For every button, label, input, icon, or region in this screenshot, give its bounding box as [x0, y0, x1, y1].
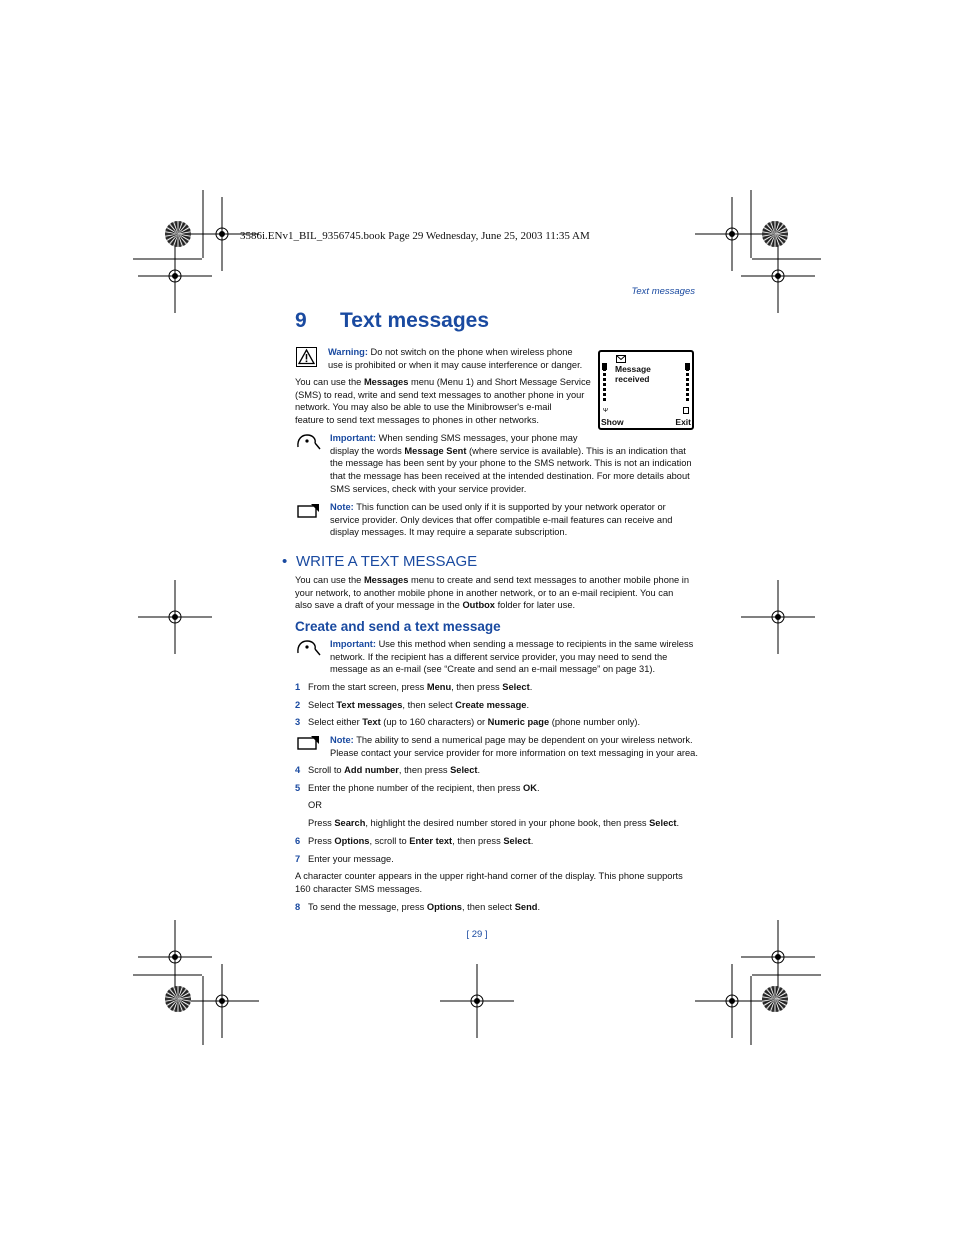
registration-target	[776, 274, 781, 279]
important-icon	[296, 639, 322, 657]
registration-target	[730, 232, 735, 237]
key-name: Options	[426, 902, 462, 912]
text-run: also save a draft of your message in the	[295, 600, 463, 611]
text-run: folder for later use.	[494, 600, 576, 611]
phone-screen-illustration	[598, 350, 694, 430]
step-1	[295, 681, 532, 694]
text-run: , then select	[402, 700, 456, 710]
step-5-alternative	[308, 817, 679, 830]
note-icon	[297, 735, 321, 751]
registration-target	[220, 232, 225, 237]
text-line: 160 character SMS messages.	[295, 883, 423, 894]
menu-name: Messages	[363, 377, 409, 387]
note-label: Note:	[330, 735, 354, 745]
registration-sunburst	[762, 986, 788, 1012]
note-icon	[297, 503, 321, 519]
menu-name: Numeric page	[487, 717, 550, 727]
section-heading	[282, 553, 477, 570]
warning-label: Warning:	[328, 347, 368, 357]
step-7	[295, 853, 394, 866]
registration-sunburst	[762, 221, 788, 247]
note-label: Note:	[330, 502, 354, 512]
important-label: Important:	[330, 433, 376, 443]
text-line: your network, to another mobile phone in another network, or to an e-mail recipient. You can	[295, 587, 674, 598]
important-note-2	[330, 638, 700, 676]
step-8	[295, 901, 540, 914]
note-2	[330, 734, 705, 759]
text-run: .	[530, 836, 534, 846]
section-title: WRITE A TEXT MESSAGE	[296, 553, 478, 570]
step-number: 1	[295, 682, 301, 692]
registration-target	[173, 615, 178, 620]
key-name: Select	[649, 818, 677, 828]
text-line: A character counter appears in the upper right-hand corner of the display. This phone supports	[295, 871, 683, 881]
text-line: that the message has been received at the intended destination. For more details about	[330, 471, 690, 482]
subsection-heading: Create and send a text message	[295, 619, 501, 634]
step-4	[295, 764, 480, 777]
note-1	[330, 501, 700, 539]
text-run: , scroll to	[369, 836, 410, 846]
text-run: Select	[308, 700, 337, 710]
registration-target	[220, 999, 225, 1004]
registration-sunburst	[165, 221, 191, 247]
text-run: display the words	[330, 445, 405, 456]
bullet: •	[282, 553, 288, 570]
text-line: display messages. It may require a separate subscription.	[330, 527, 568, 538]
page-number: [ 29 ]	[466, 929, 488, 940]
text-line: network. You may also be able to use the Minibrowser's e-mail	[295, 402, 552, 413]
text-run: .	[477, 765, 481, 775]
warning-line: use is prohibited or when it may cause interference or danger.	[328, 359, 583, 370]
text-run: .	[676, 818, 680, 828]
text-line: SMS services, check with your service provider.	[330, 483, 527, 494]
step-5	[295, 782, 540, 795]
text-line: (SMS) to read, write and send text messages to another phone in your	[295, 389, 585, 400]
text-line: service provider. Only devices that offer compatible e-mail features can receive and	[330, 514, 673, 525]
menu-name: Text messages	[336, 700, 403, 710]
text-run: Use this method when sending a message to recipients in the same wireless	[378, 639, 694, 649]
text-run: From the start screen, press	[308, 682, 427, 692]
text-run: The ability to send a numerical page may be dependent on your wireless network.	[356, 735, 693, 745]
registration-target	[173, 274, 178, 279]
key-name: Search	[334, 818, 366, 828]
step-6	[295, 835, 533, 848]
registration-target	[173, 955, 178, 960]
text-run: , then press	[451, 682, 503, 692]
text-run: Press	[308, 836, 335, 846]
chapter-title-text: Text messages	[340, 309, 490, 332]
key-name: Options	[334, 836, 370, 846]
step-number: 4	[295, 765, 301, 775]
screen-text: Message Sent	[404, 445, 467, 456]
text-run: .	[536, 783, 540, 793]
text-run: .	[529, 682, 533, 692]
section-intro	[295, 574, 700, 612]
softkey-right: Exit	[675, 417, 691, 427]
antenna-icon: ᴪ	[603, 407, 608, 414]
chapter-title	[295, 309, 489, 333]
screen-message	[615, 365, 651, 384]
intro-paragraph	[295, 376, 595, 427]
step-number: 5	[295, 783, 301, 793]
text-run: Scroll to	[308, 765, 345, 775]
text-run: (phone number only).	[549, 717, 641, 727]
screen-line: Message	[615, 364, 651, 374]
file-header: 3586i.ENv1_BIL_9356745.book Page 29 Wednesday, June 25, 2003 11:35 AM	[240, 230, 590, 242]
text-run: Select either	[308, 717, 363, 727]
keylock-icon	[683, 407, 689, 414]
screen-line: received	[615, 373, 650, 384]
menu-name: Create message	[455, 700, 527, 710]
text-run: , then press	[452, 836, 504, 846]
text-run: menu (Menu 1) and Short Message Service	[408, 377, 591, 387]
step-number: 3	[295, 717, 301, 727]
text-run: To send the message, press	[308, 902, 427, 912]
key-name: Send	[514, 902, 538, 912]
important-icon	[296, 433, 322, 451]
step-number: 7	[295, 854, 301, 864]
registration-sunburst	[165, 986, 191, 1012]
signal-level-block	[602, 363, 607, 370]
menu-name: Text	[362, 717, 381, 727]
registration-target	[475, 999, 480, 1004]
text-line: feature to send text messages to phones in other networks.	[295, 415, 539, 426]
important-label: Important:	[330, 639, 376, 649]
registration-target	[776, 955, 781, 960]
chapter-number: 9	[295, 309, 307, 332]
text-run: .	[537, 902, 541, 912]
battery-level-block	[685, 363, 690, 370]
key-name: Select	[450, 765, 478, 775]
text-run: .	[526, 700, 530, 710]
text-line: Please contact your service provider for more information on text messaging in your area.	[330, 747, 698, 758]
text-run: You can use the	[295, 575, 364, 585]
step-2	[295, 699, 529, 712]
running-head: Text messages	[631, 286, 695, 297]
step-3	[295, 716, 640, 729]
menu-name: Add number	[344, 765, 399, 775]
key-name: Select	[503, 836, 531, 846]
folder-name: Outbox	[462, 600, 495, 611]
softkey-left: Show	[601, 417, 624, 427]
text-run: (where service is available). This is an indication that	[466, 445, 686, 456]
text-run: Enter your message.	[308, 854, 394, 864]
text-run: When sending SMS messages, your phone may	[378, 433, 578, 443]
key-name: Menu	[426, 682, 452, 692]
step-5-or: OR	[308, 800, 322, 810]
text-run: Press	[308, 818, 335, 828]
text-line: network. If the recipient has a different service provider, you may need to send the	[330, 651, 668, 662]
text-line: message as an e-mail (see “Create and send an e-mail message” on page 31).	[330, 664, 656, 675]
important-note-1	[330, 432, 700, 496]
menu-name: Enter text	[409, 836, 453, 846]
warning-line: Do not switch on the phone when wireless phone	[370, 347, 573, 357]
text-run: Enter the phone number of the recipient, then press	[308, 783, 523, 793]
key-name: OK	[523, 783, 537, 793]
warning-icon	[296, 347, 317, 367]
text-run: menu to create and send text messages to another mobile phone in	[408, 575, 690, 585]
registration-target	[776, 615, 781, 620]
text-run: , then press	[398, 765, 451, 775]
text-run: (up to 160 characters) or	[380, 717, 488, 727]
text-run: This function can be used only if it is supported by your network operator or	[356, 502, 666, 512]
registration-target	[730, 999, 735, 1004]
key-name: Select	[502, 682, 530, 692]
warning-text	[328, 346, 593, 371]
text-run: You can use the	[295, 377, 364, 387]
step-number: 8	[295, 902, 301, 912]
envelope-icon	[616, 355, 626, 363]
text-run: , highlight the desired number stored in your phone book, then press	[365, 818, 650, 828]
text-line: the message has been sent by your phone to the SMS network. This is not an indication	[330, 458, 692, 469]
step-number: 2	[295, 700, 301, 710]
step-number: 6	[295, 836, 301, 846]
counter-paragraph	[295, 870, 700, 895]
text-run: , then select	[461, 902, 515, 912]
menu-name: Messages	[363, 575, 409, 585]
